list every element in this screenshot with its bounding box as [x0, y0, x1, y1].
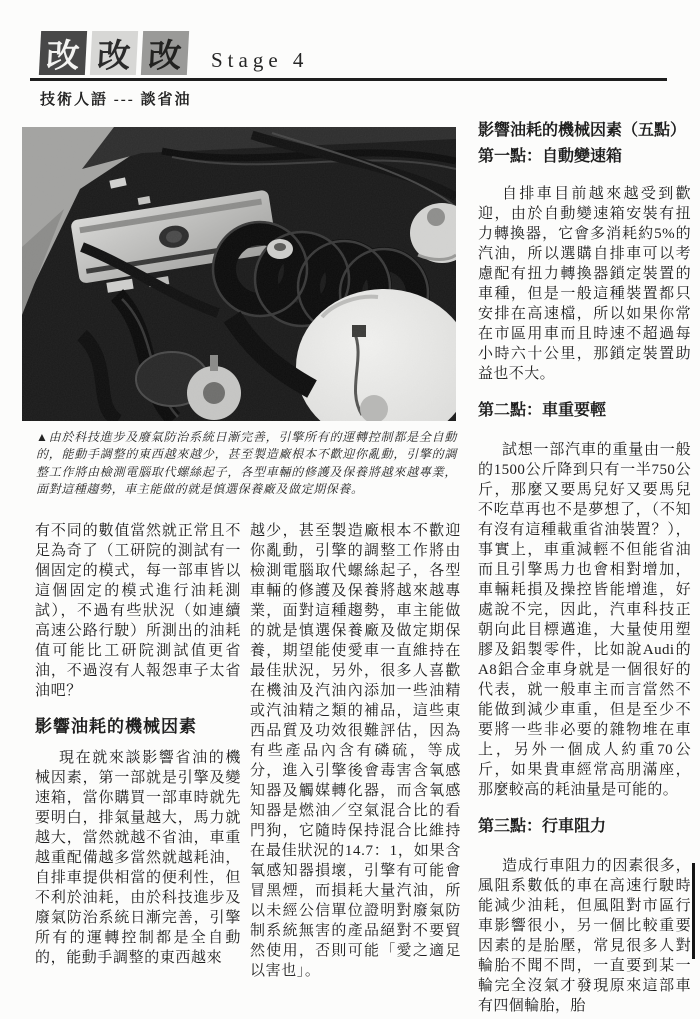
magazine-logo: [40, 31, 308, 75]
engine-photo: [22, 127, 456, 421]
photo-caption: ▲由於科技進步及廢氣防治系統日漸完善，引擎所有的運轉控制都是全自動的，能動手調整的東西越來越少，甚至製造廠根本不歡迎你亂動，引擎的調整工作將由檢測電腦取代螺絲起子，各型車輛的修護及保養將越來越專業，面對這種趨勢，車主能做的就是慎選保養廠及做定期保養。: [36, 430, 457, 497]
aside-heading-point1: 第一點：自動變速箱: [478, 148, 623, 165]
aside-heading-main: 影響油耗的機械因素（五點）: [478, 122, 687, 139]
aside-heading-point3: 第三點：行車阻力: [478, 818, 607, 835]
aside-paragraph-3: 造成行車阻力的因素很多，風阻系數低的車在高速行駛時能減少油耗，但風阻對市區行車影響很小，另一個比較重要因素的是胎壓，常見很多人對輪胎不聞不問，一直要到某一輪完全沒氣才發現原來這部車有四個輪胎，胎: [478, 858, 691, 1014]
header-rule: [30, 78, 667, 81]
aside-paragraph-1: 自排車目前越來越受到歡迎，由於自動變速箱安裝有扭力轉換器，它會多消耗約5%的汽油，所以選購自排車可以考慮配有扭力轉換器鎖定裝置的車種，但是一般這種裝置都只安排在高速檔，所以如果你常在市區用車而且時速不超過每小時六十公里，那鎖定裝置助益也不大。: [478, 186, 691, 382]
body-column-middle: [250, 521, 461, 981]
article-subtitle: 技術人語 --- 談省油: [40, 92, 192, 108]
logo-tile-2: 改: [90, 31, 138, 75]
engine-photo-graphic: [22, 127, 456, 421]
left-paragraph-1: 有不同的數值當然就正常且不足為奇了（工研院的測試有一個固定的模式，每一部車皆以這個固定的模式進行油耗測試），不過有些狀況（如連續高速公路行駛）所測出的油耗值可能比工研院測試值更省油，不過沒有人報怨車子太省油吧？: [35, 523, 241, 699]
scan-edge-artifact: [692, 863, 695, 959]
left-column-heading: 影響油耗的機械因素: [35, 717, 197, 736]
middle-paragraph: 越少，甚至製造廠根本不歡迎你亂動，引擎的調整工作將由檢測電腦取代螺絲起子，各型車輛的修護及保養將越來越專業，面對這種趨勢，車主能做的就是慎選保養廠及做定期保養，期望能使愛車一直維持在最佳狀況，另外，很多人喜歡在機油及汽油內添加一些油精或汽油精之類的補品，這些東西品質及功效很難評估，因為有些產品內含有磷硫，等成分，進入引擎後會毒害含氧感知器及觸媒轉化器，而含氧感知器是燃油／空氣混合比的看門狗，它隨時保持混合比維持在最佳狀況的14.7：1，如果含氧感知器損壞，引擎有可能會冒黑煙，而損耗大量汽油，所以未經公信單位證明對廢氣防制系統無害的產品絕對不要貿然使用，否則可能「愛之適足以害也」。: [250, 523, 461, 979]
aside-paragraph-2: 試想一部汽車的重量由一般的1500公斤降到只有一半750公斤，那麼又要馬兒好又要馬兒不吃草再也不是夢想了，（不知有沒有這種載重省油裝置？），事實上，車重減輕不但能省油而且引擎馬力也會相對增加，車輛耗損及操控皆能增進，好處說不完，因此，汽車科技正朝向此目標邁進，大量使用塑膠及鋁製零件，比如說Audi的A8鋁合金車身就是一個很好的代表，就一般車主而言當然不能做到減少車重，但是至少不要將一些非必要的雜物堆在車上，另外一個成人約重70公斤，如果貴車經常高朋滿座，那麼較高的耗油量是可能的。: [478, 442, 691, 798]
stage-label: Stage 4: [211, 48, 309, 72]
left-paragraph-2: 現在就來談影響省油的機械因素，第一部就是引擎及變速箱，當你購買一部車時就先要明白，排氣量越大，馬力就越大，當然就越不省油，車重越重配備越多當然就越耗油，自排車提供相當的便利性，但不利於油耗，由於科技進步及廢氣防治系統日漸完善，引擎所有的運轉控制都是全自動的，能動手調整的東西越來: [35, 750, 241, 966]
logo-tile-3: 改: [141, 31, 189, 75]
aside-column: [478, 118, 691, 1016]
body-column-left: [35, 521, 241, 968]
logo-tile-1: 改: [39, 31, 87, 75]
aside-heading-point2: 第二點：車重要輕: [478, 402, 607, 419]
